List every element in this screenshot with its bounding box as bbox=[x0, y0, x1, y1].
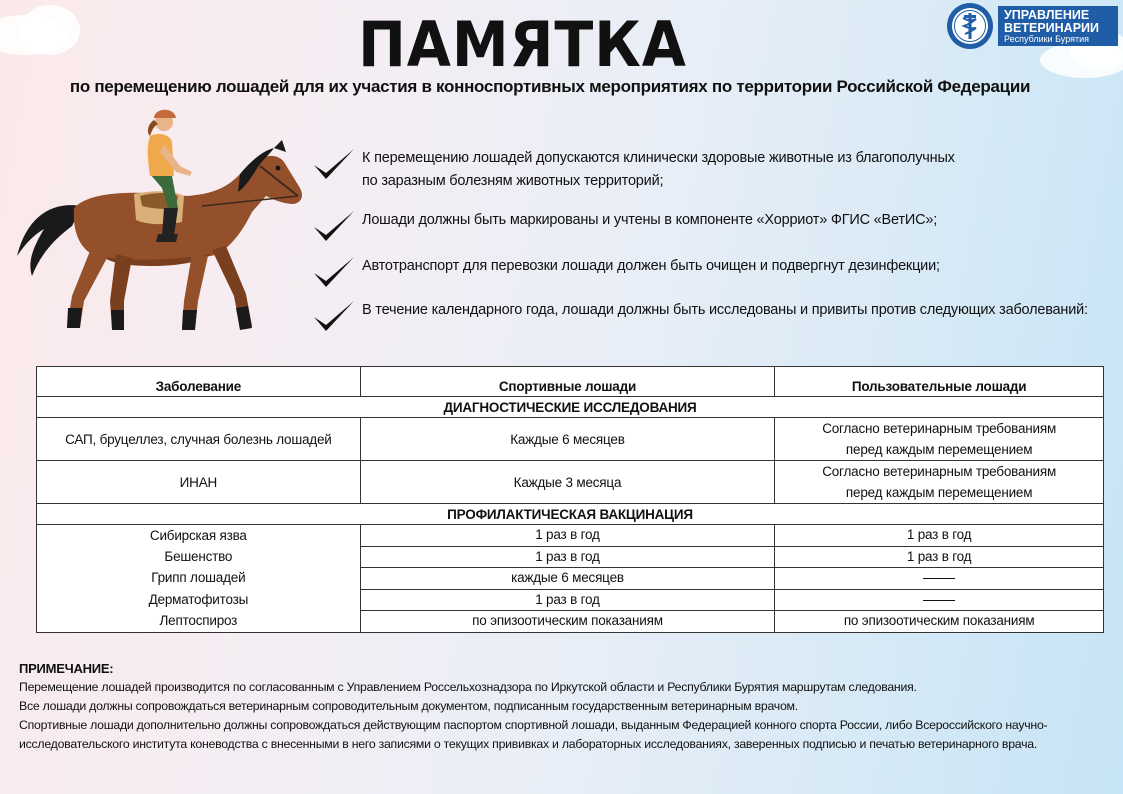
note-line: Спортивные лошади дополнительно должны сопровождаться действующим паспортом спортивной лошади, выданным Федерацией конного спорта России, либо Всероссийского научно- bbox=[19, 718, 1048, 732]
sport-horse-cell: 1 раз в год bbox=[360, 525, 775, 547]
disease-cell: Сибирская язва bbox=[37, 525, 361, 547]
column-header: Пользовательные лошади bbox=[775, 367, 1104, 397]
sport-horse-cell: Каждые 3 месяца bbox=[360, 461, 775, 504]
checkmark-icon bbox=[312, 147, 356, 183]
user-horse-cell bbox=[775, 589, 1104, 611]
empty-dash bbox=[923, 578, 955, 579]
table-row bbox=[37, 568, 1104, 590]
section-row bbox=[37, 397, 1104, 418]
note-heading: ПРИМЕЧАНИЕ: bbox=[19, 661, 114, 676]
page-title: ПАМЯТКА bbox=[358, 8, 687, 81]
requirement-text: по заразным болезням животных территорий; bbox=[362, 173, 664, 189]
logo-line-3: Республики Бурятия bbox=[1004, 33, 1089, 44]
organization-logo bbox=[946, 2, 1118, 50]
checkmark-icon bbox=[312, 209, 356, 245]
user-horse-cell bbox=[775, 461, 1104, 504]
cell-line: Согласно ветеринарным требованиям bbox=[822, 464, 1057, 479]
requirement-text: В течение календарного года, лошади должны быть исследованы и привиты против следующих заболеваний: bbox=[362, 302, 1088, 318]
cell-line: перед каждым перемещением bbox=[845, 442, 1033, 457]
table-row bbox=[37, 546, 1104, 568]
cell-line: перед каждым перемещением bbox=[845, 485, 1033, 500]
note-line: исследовательского института коневодства с внесенными в него записями о текущих прививках и лабораторных исследованиях, заверенных подписью и печатью ветеринарного врача. bbox=[19, 737, 1038, 751]
note-line: Перемещение лошадей производится по согласованным с Управлением Россельхознадзора по Иркутской области и Республики Бурятия маршрутам следования. bbox=[19, 680, 917, 694]
page-subtitle: по перемещению лошадей для их участия в конноспортивных мероприятиях по территории Российской Федерации bbox=[69, 77, 1031, 96]
sport-horse-cell: 1 раз в год bbox=[360, 589, 775, 611]
user-horse-cell: 1 раз в год bbox=[775, 546, 1104, 568]
note-section bbox=[19, 659, 1109, 754]
table-header-row bbox=[37, 367, 1104, 397]
checkmark-icon bbox=[312, 255, 356, 291]
table-row bbox=[37, 418, 1104, 461]
section-row bbox=[37, 504, 1104, 525]
logo-text-box bbox=[998, 6, 1118, 46]
empty-dash bbox=[923, 600, 955, 601]
table-row bbox=[37, 461, 1104, 504]
note-line: Все лошади должны сопровождаться ветеринарным сопроводительным документом, подписанным государственным ветеринарным врачом. bbox=[19, 699, 798, 713]
sport-horse-cell: Каждые 6 месяцев bbox=[360, 418, 775, 461]
user-horse-cell bbox=[775, 418, 1104, 461]
requirement-text: К перемещению лошадей допускаются клинически здоровые животные из благополучных bbox=[362, 150, 955, 166]
column-header: Спортивные лошади bbox=[360, 367, 775, 397]
user-horse-cell: по эпизоотическим показаниям bbox=[775, 611, 1104, 633]
requirement-item bbox=[312, 255, 940, 291]
horse-rider-illustration bbox=[12, 96, 312, 346]
table-row bbox=[37, 589, 1104, 611]
sport-horse-cell: каждые 6 месяцев bbox=[360, 568, 775, 590]
disease-cell: ИНАН bbox=[37, 461, 361, 504]
disease-cell: САП, бруцеллез, случная болезнь лошадей bbox=[37, 418, 361, 461]
sport-horse-cell: по эпизоотическим показаниям bbox=[360, 611, 775, 633]
table-row bbox=[37, 611, 1104, 633]
requirement-text: Лошади должны быть маркированы и учтены в компоненте «Хорриот» ФГИС «ВетИС»; bbox=[362, 212, 938, 228]
veterinary-emblem-icon bbox=[946, 2, 994, 50]
sport-horse-cell: 1 раз в год bbox=[360, 546, 775, 568]
column-header: Заболевание bbox=[37, 367, 361, 397]
logo-line-2: ВЕТЕРИНАРИИ bbox=[1004, 20, 1100, 35]
requirement-item bbox=[312, 147, 955, 193]
disease-cell: Бешенство bbox=[37, 546, 361, 568]
disease-cell: Грипп лошадей bbox=[37, 568, 361, 590]
cell-line: Согласно ветеринарным требованиям bbox=[822, 421, 1057, 436]
disease-schedule-table bbox=[36, 366, 1104, 633]
requirement-item bbox=[312, 299, 1088, 335]
disease-cell: Дерматофитозы bbox=[37, 589, 361, 611]
table-row bbox=[37, 525, 1104, 547]
requirement-text: Автотранспорт для перевозки лошади должен быть очищен и подвергнут дезинфекции; bbox=[362, 258, 940, 274]
requirement-item bbox=[312, 209, 937, 245]
user-horse-cell: 1 раз в год bbox=[775, 525, 1104, 547]
section-title: ДИАГНОСТИЧЕСКИЕ ИССЛЕДОВАНИЯ bbox=[37, 397, 1104, 418]
disease-cell: Лептоспироз bbox=[37, 611, 361, 633]
user-horse-cell bbox=[775, 568, 1104, 590]
checkmark-icon bbox=[312, 299, 356, 335]
logo-line-1: УПРАВЛЕНИЕ bbox=[1004, 8, 1090, 22]
section-title: ПРОФИЛАКТИЧЕСКАЯ ВАКЦИНАЦИЯ bbox=[37, 504, 1104, 525]
